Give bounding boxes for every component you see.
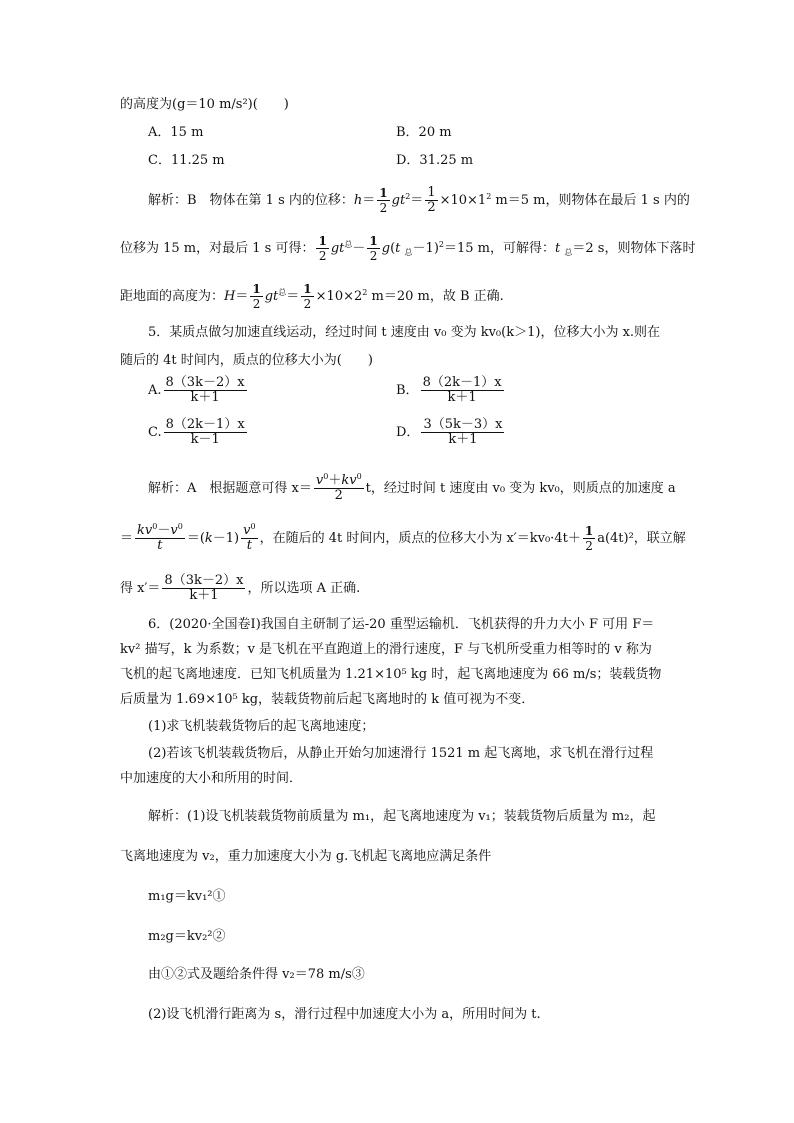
denominator: k＋1 — [448, 432, 478, 447]
q5-stem-line1: 5．某质点做匀加速直线运动，经过时间 t 速度由 v₀ 变为 kv₀(k＞1)，位移大小为 x.则在 — [148, 325, 661, 340]
fraction: $\frac{1}{2}$ — [369, 234, 378, 263]
q5-option-b-label: B． — [396, 383, 419, 398]
numerator: 8（2k－1）x — [165, 417, 245, 432]
q4-analysis-prefix: 解析：B 物体在第 1 s 内的位移： — [148, 193, 354, 208]
q5-option-a — [148, 376, 249, 405]
fraction — [164, 376, 247, 405]
fraction — [421, 376, 504, 405]
q5-option-d — [396, 418, 506, 447]
fraction: $\frac{1}{2}$ — [584, 524, 594, 553]
q5-analysis-a: 解析：A 根据题意可得 x＝ — [148, 481, 312, 496]
fraction: $\frac{1}{2}$ — [303, 282, 312, 311]
numerator: 8（3k－2）x — [164, 573, 244, 588]
q4-analysis-line1: 解析：B 物体在第 1 s 内的位移：h＝ $\frac{1}{2}$ $gt^2=$ $\frac{1}{2}$ $\times 10\times 1^2$ m＝5 m，则物体在最后 1 s 内的 — [148, 185, 690, 215]
q5-analysis-d: a(4t)²，联立解 — [597, 531, 686, 546]
q6-stem-line1: 6．(2020·全国卷Ⅰ)我国自主研制了运-20 重型运输机．飞机获得的升力大小 F 可用 F＝ — [148, 617, 655, 632]
q6-equation-3: 由①②式及题给条件得 v₂＝78 m/s③ — [148, 967, 365, 982]
q5-stem-line2: 随后的 4t 时间内，质点的位移大小为( ) — [120, 353, 373, 368]
q6-stem-line4: 后质量为 1.69×10⁵ kg，装载货物前后起飞离地时的 k 值可视为不变． — [120, 692, 535, 707]
fraction: $\frac{v^0}{t}$ — [243, 522, 256, 553]
q4-line2-c: 则物体下落时 — [617, 241, 696, 256]
q4-line2-b: 可解得： — [503, 241, 556, 256]
q4-line3-a: 距地面的高度为： — [120, 289, 225, 304]
denominator: k＋1 — [190, 390, 220, 405]
q5-option-a-label: A. — [148, 383, 162, 398]
q6-sub2-line1: (2)若该飞机装载货物后，从静止开始匀加速滑行 1521 m 起飞离地，求飞机在滑行过程 — [148, 746, 654, 761]
q6-sub2-line2: 中加速度的大小和所用的时间． — [120, 771, 303, 786]
q6-equation-2: m₂g＝kv₂²② — [148, 929, 226, 944]
q5-analysis-line3 — [120, 574, 360, 603]
q4-option-d: D．31.25 m — [396, 153, 474, 168]
q4-analysis-line1-rest: 则物体在最后 1 s 内的 — [558, 193, 690, 208]
q5-option-d-label: D． — [396, 425, 420, 440]
q6-stem-line2: kv² 描写，k 为系数；v 是飞机在平直跑道上的滑行速度，F 与飞机所受重力相等时的 v 称为 — [120, 642, 652, 657]
q5-option-c — [148, 418, 249, 447]
fraction: $\frac{1}{2}$ — [318, 234, 327, 263]
fraction: $\frac{1}{2}$ — [427, 185, 436, 215]
fraction: $\frac{1}{2}$ — [252, 282, 261, 311]
q5-option-c-label: C. — [148, 425, 162, 440]
q6-equation-1: m₁g＝kv₁²① — [148, 889, 226, 904]
q6-solution-line2: 飞离地速度为 v₂，重力加速度大小为 g.飞机起飞离地应满足条件 — [120, 849, 492, 864]
fraction — [421, 418, 504, 447]
q4-stem-tail: 的高度为(g＝10 m/s²)( ) — [120, 97, 289, 112]
numerator: 8（3k－2）x — [165, 375, 245, 390]
q4-option-a: A．15 m — [148, 125, 204, 140]
denominator: k－1 — [190, 432, 220, 447]
fraction — [162, 574, 245, 603]
numerator: 3（5k－3）x — [423, 417, 503, 432]
q5-analysis-e: 得 x′＝ — [120, 581, 161, 596]
numerator: 8（2k－1）x — [422, 375, 502, 390]
q4-line2-a: 位移为 15 m，对最后 1 s 可得： — [120, 241, 315, 256]
q4-analysis-line3: 距地面的高度为：H＝ $\frac{1}{2}$ $gt^总=$ $\frac{1}{2}$ $\times 10\times 2^2$ m＝20 m，故 B 正确. — [120, 282, 504, 311]
denominator: k＋1 — [189, 588, 219, 603]
q4-option-c: C．11.25 m — [148, 153, 225, 168]
q5-analysis-line1 — [148, 474, 676, 503]
fraction: $\frac{kv^0-v^0}{t}$ — [137, 522, 183, 553]
q4-line3-b: 故 B 正确. — [442, 289, 504, 304]
q6-solution-line1: 解析：(1)设飞机装载货物前质量为 m₁，起飞离地速度为 v₁；装载货物后质量为 m₂，起 — [148, 809, 656, 824]
denominator: k＋1 — [447, 390, 477, 405]
q5-analysis-c: ，在随后的 4t 时间内，质点的位移大小为 x′＝kv₀·4t＋ — [259, 531, 581, 546]
q6-sub1: (1)求飞机装载货物后的起飞离地速度； — [148, 719, 375, 734]
q5-option-b — [396, 376, 506, 405]
q4-option-b: B．20 m — [396, 125, 452, 140]
q5-analysis-line2: ＝ $\frac{kv^0-v^0}{t}$ ＝(k－1) $\frac{v^0}{t}$ ，在随后的 4t 时间内，质点的位移大小为 x′＝kv₀·4t＋ $\frac{1}{2}$ a(4t)²，联立解 — [120, 522, 686, 553]
fraction — [164, 418, 247, 447]
q6-solution-part2: (2)设飞机滑行距离为 s，滑行过程中加速度大小为 a，所用时间为 t. — [148, 1007, 541, 1022]
q4-analysis-line2: 位移为 15 m，对最后 1 s 可得： $\frac{1}{2}$ $gt^总-$ $\frac{1}{2}$ g(t $_总$－1)$^2$＝15 m，可解得：t $_总$＝2 s，则物体下落时 — [120, 234, 696, 263]
fraction: $\frac{v^0+kv^0}{2}$ — [315, 472, 362, 503]
q5-analysis-f: ，所以选项 A 正确. — [247, 581, 361, 596]
q6-stem-line3: 飞机的起飞离地速度．已知飞机质量为 1.21×10⁵ kg 时，起飞离地速度为 66 m/s；装载货物 — [120, 667, 662, 682]
fraction: $\frac{1}{2}$ — [379, 186, 388, 215]
q5-analysis-b: t，经过时间 t 速度由 v₀ 变为 kv₀，则质点的加速度 a — [365, 481, 676, 496]
